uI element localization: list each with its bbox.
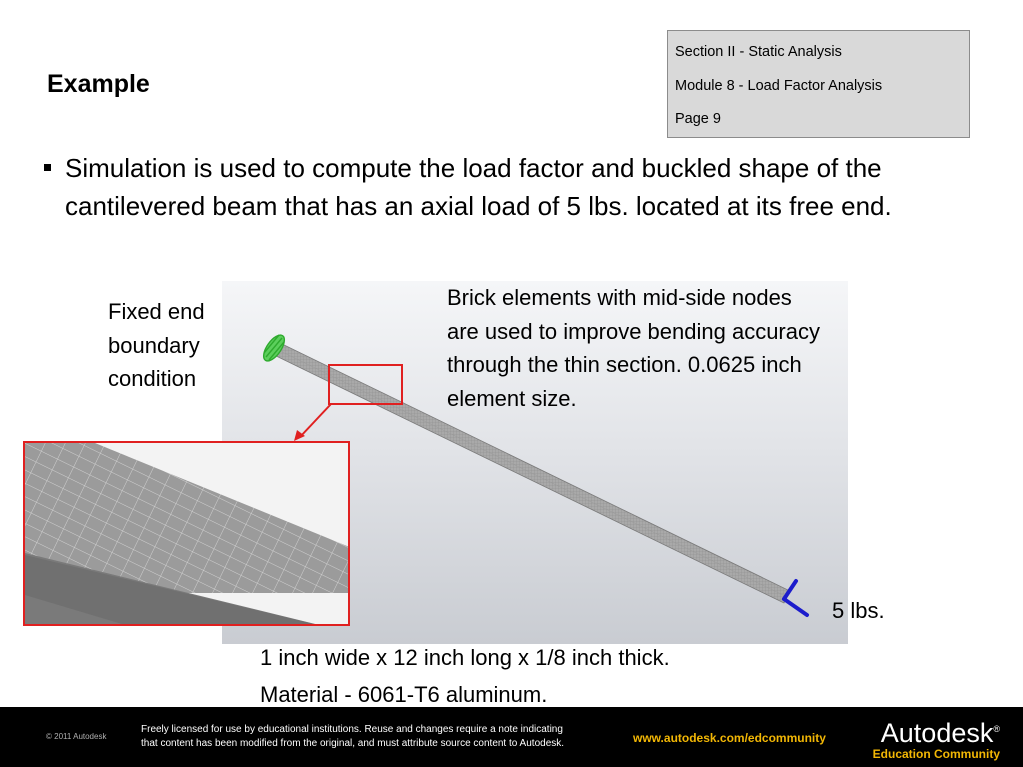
load-label: 5 lbs. — [832, 598, 885, 623]
autodesk-logo — [870, 715, 1000, 761]
brick-elements-label — [447, 281, 897, 415]
module-label: Module 8 - Load Factor Analysis — [675, 77, 883, 94]
section-info-box — [667, 30, 970, 138]
brick-line4: element size. — [447, 385, 577, 411]
brick-line2: are used to improve bending accuracy — [447, 318, 820, 344]
bullet-square-icon — [44, 164, 51, 171]
brand-name — [870, 715, 1000, 747]
license-line1: Freely licensed for use by educational institutions. Reuse and changes require a note indicating — [141, 724, 563, 735]
license-line2: that content has been modified from the original, and must attribute source content to Autodesk. — [141, 738, 565, 749]
license-text — [141, 723, 631, 751]
dimensions-text: 1 inch wide x 12 inch long x 1/8 inch thick. — [260, 645, 670, 670]
fixed-end-line2: boundary — [108, 332, 200, 358]
fixed-end-label — [108, 295, 228, 396]
section-label: Section II - Static Analysis — [675, 44, 842, 60]
brand-subtitle: Education Community — [872, 747, 1000, 761]
brick-line3: through the thin section. 0.0625 inch — [447, 352, 802, 377]
page-label: Page 9 — [675, 111, 721, 127]
brick-line1: Brick elements with mid-side nodes — [447, 285, 792, 310]
load-arrow-icon — [784, 581, 807, 615]
bullet-text: Simulation is used to compute the load factor and buckled shape of the cantilevered beam that has an axial load of 5 lbs. located at its free end. — [65, 153, 892, 221]
community-link[interactable]: www.autodesk.com/edcommunity — [633, 731, 826, 745]
fixed-end-line1: Fixed end — [108, 299, 205, 324]
fixed-end-line3: condition — [108, 366, 197, 391]
copyright-text: © 2011 Autodesk — [46, 732, 107, 741]
mesh-zoom-inset — [23, 441, 350, 626]
footer-bar — [0, 707, 1023, 767]
brand-trademark: ® — [993, 724, 1000, 734]
brand-name-text: Autodesk — [880, 718, 994, 748]
slide-title: Example — [47, 70, 150, 98]
material-text: Material - 6061-T6 aluminum. — [260, 682, 548, 707]
